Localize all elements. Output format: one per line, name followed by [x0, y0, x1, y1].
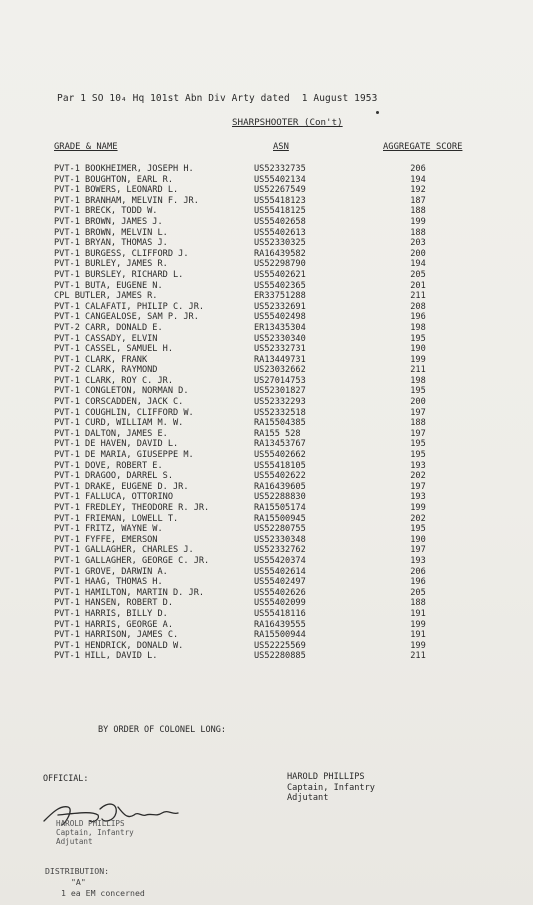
roster-name: PVT-1 COUGHLIN, CLIFFORD W.: [54, 407, 194, 418]
roster-asn: US52288830: [254, 492, 306, 503]
signatory-title: Adjutant: [287, 793, 329, 803]
roster-name: PVT-1 BURSLEY, RICHARD L.: [54, 269, 184, 280]
roster-row: [0, 217, 533, 228]
roster-asn: RA15504385: [254, 418, 306, 429]
roster-name: PVT-1 CANGEALOSE, SAM P. JR.: [54, 312, 199, 323]
roster-asn: RA16439582: [254, 248, 306, 259]
roster-name: PVT-2 CLARK, RAYMOND: [54, 365, 158, 376]
roster-name: PVT-1 HENDRICK, DONALD W.: [54, 640, 184, 651]
roster-row: [0, 620, 533, 631]
roster-asn: US23032662: [254, 365, 306, 376]
roster-asn: US52332518: [254, 407, 306, 418]
roster-name: PVT-1 GALLAGHER, GEORGE C. JR.: [54, 555, 210, 566]
roster-score: 211: [410, 291, 426, 302]
roster-row: [0, 344, 533, 355]
roster-score: 203: [410, 238, 426, 249]
roster-asn: US55402626: [254, 587, 306, 598]
roster-row: [0, 291, 533, 302]
signatory-name: HAROLD PHILLIPS: [287, 772, 365, 782]
roster-asn: US55418123: [254, 195, 306, 206]
roster-name: PVT-1 BOOKHEIMER, JOSEPH H.: [54, 164, 194, 174]
roster-asn: US55402614: [254, 566, 306, 577]
roster-row: [0, 386, 533, 397]
roster-asn: RA13449731: [254, 354, 306, 365]
roster-score: 194: [410, 259, 426, 270]
roster-row: [0, 503, 533, 514]
roster-name: PVT-1 DE MARIA, GIUSEPPE M.: [54, 450, 194, 461]
roster-row: [0, 556, 533, 567]
roster-asn: US55402498: [254, 312, 306, 323]
roster-score: 201: [410, 280, 426, 291]
roster-name: PVT-1 CASSEL, SAMUEL H.: [54, 344, 173, 355]
roster-row: [0, 492, 533, 503]
roster-row: [0, 482, 533, 493]
roster-row: [0, 259, 533, 270]
roster-row: [0, 249, 533, 260]
roster-row: [0, 408, 533, 419]
roster-row: [0, 175, 533, 186]
roster-name: PVT-1 DRAKE, EUGENE D. JR.: [54, 481, 189, 492]
roster-asn: US52330340: [254, 333, 306, 344]
roster-score: 187: [410, 195, 426, 206]
signatory-block: [287, 772, 375, 804]
roster-name: PVT-1 HAMILTON, MARTIN D. JR.: [54, 587, 205, 598]
roster-name: PVT-1 FALLUCA, OTTORINO: [54, 492, 173, 503]
roster-score: 196: [410, 312, 426, 323]
roster-row: [0, 588, 533, 599]
roster-score: 191: [410, 608, 426, 619]
roster-asn: US52301827: [254, 386, 306, 397]
roster-score: 195: [410, 333, 426, 344]
roster-row: [0, 471, 533, 482]
roster-name: PVT-1 GROVE, DARWIN A.: [54, 566, 168, 577]
roster-name: PVT-1 HARRIS, BILLY D.: [54, 608, 168, 619]
roster-asn: RA15505174: [254, 503, 306, 513]
roster-asn: US52330325: [254, 238, 306, 249]
roster-score: 199: [410, 619, 426, 630]
roster-name: PVT-1 DE HAVEN, DAVID L.: [54, 439, 179, 450]
roster-name: CPL BUTLER, JAMES R.: [54, 291, 158, 302]
ink-mark: [376, 111, 379, 114]
roster-name: PVT-1 HAAG, THOMAS H.: [54, 577, 163, 588]
roster-name: PVT-1 CLARK, ROY C. JR.: [54, 375, 173, 386]
signatory-rank: Captain, Infantry: [287, 782, 375, 793]
roster-name: PVT-1 BROWN, MELVIN L.: [54, 227, 168, 238]
roster-row: [0, 450, 533, 461]
roster-asn: US27014753: [254, 375, 306, 386]
roster-asn: US52298790: [254, 259, 306, 270]
roster-asn: US55418116: [254, 608, 306, 619]
roster-asn: US55402613: [254, 227, 306, 238]
roster-asn: US55402662: [254, 450, 306, 461]
roster-asn: US55420374: [254, 555, 306, 566]
column-header-score: AGGREGATE SCORE: [383, 142, 463, 152]
roster-name: PVT-1 HARRISON, JAMES C.: [54, 630, 179, 641]
roster-score: 211: [410, 651, 426, 662]
roster-score: 211: [410, 365, 426, 376]
signature-name: HAROLD PHILLIPS: [56, 819, 125, 828]
roster-name: PVT-1 BRANHAM, MELVIN F. JR.: [54, 195, 199, 206]
roster-score: 194: [410, 174, 426, 185]
roster-asn: RA15500944: [254, 630, 306, 641]
roster-name: PVT-1 BURGESS, CLIFFORD J.: [54, 248, 189, 259]
roster-score: 192: [410, 185, 426, 196]
roster-score: 190: [410, 534, 426, 545]
roster-score: 206: [410, 164, 426, 174]
roster-row: [0, 365, 533, 376]
roster-score: 195: [410, 524, 426, 535]
roster-name: PVT-1 BRECK, TODD W.: [54, 206, 158, 217]
roster-score: 188: [410, 598, 426, 609]
roster-row: [0, 312, 533, 323]
roster-asn: US52267549: [254, 185, 306, 196]
roster-row: [0, 514, 533, 525]
roster-name: PVT-1 FRIEMAN, LOWELL T.: [54, 513, 179, 524]
roster-score: 199: [410, 216, 426, 227]
roster-asn: US55402622: [254, 471, 306, 482]
column-header-grade-name: GRADE & NAME: [54, 142, 118, 152]
roster-name: PVT-1 CALAFATI, PHILIP C. JR.: [54, 301, 205, 312]
roster-score: 195: [410, 450, 426, 461]
column-header-asn: ASN: [273, 142, 289, 152]
roster-row: [0, 429, 533, 440]
roster-name: PVT-1 DRAGOO, DARREL S.: [54, 471, 173, 482]
roster-asn: US52332762: [254, 545, 306, 556]
roster-name: PVT-1 HARRIS, GEORGE A.: [54, 619, 173, 630]
roster-score: 206: [410, 566, 426, 577]
roster-name: PVT-1 CONGLETON, NORMAN D.: [54, 386, 189, 397]
roster-row: [0, 567, 533, 578]
roster-asn: US55402621: [254, 269, 306, 280]
distribution-line-2: 1 ea EM concerned: [61, 888, 145, 898]
roster-asn: RA13453767: [254, 439, 306, 450]
roster-name: PVT-1 HANSEN, ROBERT D.: [54, 598, 173, 609]
roster-asn: US55402658: [254, 216, 306, 227]
roster-asn: RA16439605: [254, 481, 306, 492]
section-title: SHARPSHOOTER (Con't): [232, 117, 343, 128]
roster-asn: US52280755: [254, 524, 306, 535]
roster-score: 193: [410, 555, 426, 566]
roster-score: 202: [410, 471, 426, 482]
roster-asn: US52332293: [254, 397, 306, 408]
distribution-line-1: "A": [71, 877, 86, 887]
roster-row: [0, 545, 533, 556]
roster-name: PVT-1 HILL, DAVID L.: [54, 651, 158, 662]
roster-name: PVT-1 DOVE, ROBERT E.: [54, 460, 163, 471]
roster-row: [0, 238, 533, 249]
roster-row: [0, 228, 533, 239]
roster-row: [0, 323, 533, 334]
roster-row: [0, 164, 533, 175]
roster-row: [0, 270, 533, 281]
roster-name: PVT-1 BURLEY, JAMES R.: [54, 259, 168, 270]
signature-title: Adjutant: [56, 837, 93, 846]
roster-asn: US52332731: [254, 344, 306, 355]
roster-score: 200: [410, 248, 426, 259]
roster-name: PVT-1 FRITZ, WAYNE W.: [54, 524, 163, 535]
roster-score: 190: [410, 344, 426, 355]
roster-row: [0, 206, 533, 217]
roster-score: 188: [410, 418, 426, 429]
roster-row: [0, 609, 533, 620]
roster-row: [0, 461, 533, 472]
roster-name: PVT-1 CORSCADDEN, JACK C.: [54, 397, 184, 408]
roster-name: PVT-1 FREDLEY, THEODORE R. JR.: [54, 503, 210, 513]
roster-score: 205: [410, 269, 426, 280]
closing-authority: BY ORDER OF COLONEL LONG:: [98, 725, 226, 735]
roster-row: [0, 334, 533, 345]
roster-row: [0, 376, 533, 387]
roster-asn: RA16439555: [254, 619, 306, 630]
roster-row: [0, 185, 533, 196]
roster-asn: US55402365: [254, 280, 306, 291]
roster-score: 202: [410, 513, 426, 524]
order-date: 1 August 1953: [301, 93, 378, 104]
roster-name: PVT-1 DALTON, JAMES E.: [54, 428, 168, 439]
roster-row: [0, 535, 533, 546]
official-label: OFFICIAL:: [43, 773, 89, 783]
roster-row: [0, 641, 533, 652]
roster-asn: US55402497: [254, 577, 306, 588]
roster-asn: US55418125: [254, 206, 306, 217]
roster-asn: US52332735: [254, 164, 306, 174]
roster-score: 191: [410, 630, 426, 641]
order-header: [57, 93, 377, 104]
signature-rank: Captain, Infantry: [56, 828, 134, 837]
roster-score: 193: [410, 492, 426, 503]
roster-name: PVT-1 BOWERS, LEONARD L.: [54, 185, 179, 196]
roster-name: PVT-1 CURD, WILLIAM M. W.: [54, 418, 184, 429]
roster-name: PVT-1 FYFFE, EMERSON: [54, 534, 158, 545]
roster-asn: US55402099: [254, 598, 306, 609]
roster-asn: US55402134: [254, 174, 306, 185]
roster-name: PVT-1 BROWN, JAMES J.: [54, 216, 163, 227]
roster-asn: ER33751288: [254, 291, 306, 302]
roster-score: 195: [410, 439, 426, 450]
roster-score: 188: [410, 227, 426, 238]
roster-asn: ER13435304: [254, 322, 306, 333]
roster-score: 195: [410, 386, 426, 397]
roster-score: 200: [410, 397, 426, 408]
roster-asn: US52332691: [254, 301, 306, 312]
roster-row: [0, 397, 533, 408]
roster-name: PVT-1 GALLAGHER, CHARLES J.: [54, 545, 194, 556]
roster-asn: US55418105: [254, 460, 306, 471]
roster-row: [0, 524, 533, 535]
roster-asn: US52330348: [254, 534, 306, 545]
roster-score: 188: [410, 206, 426, 217]
roster-row: [0, 302, 533, 313]
order-reference: Par 1 SO 10₄ Hq 101st Abn Div Arty dated: [57, 93, 290, 104]
roster-row: [0, 418, 533, 429]
roster-score: 199: [410, 354, 426, 365]
roster-name: PVT-1 CLARK, FRANK: [54, 354, 148, 365]
roster-name: PVT-2 CARR, DONALD E.: [54, 322, 163, 333]
roster-asn: US52280885: [254, 651, 306, 662]
roster-score: 198: [410, 322, 426, 333]
roster-score: 199: [410, 640, 426, 651]
roster-asn: RA155 528: [254, 428, 301, 439]
roster-score: 197: [410, 407, 426, 418]
roster-row: [0, 439, 533, 450]
roster-score: 196: [410, 577, 426, 588]
roster-row: [0, 281, 533, 292]
roster-row: [0, 651, 533, 662]
roster-score: 208: [410, 301, 426, 312]
roster-row: [0, 577, 533, 588]
roster-row: [0, 630, 533, 641]
roster-score: 197: [410, 481, 426, 492]
roster-row: [0, 355, 533, 366]
roster-score: 197: [410, 428, 426, 439]
roster-score: 193: [410, 460, 426, 471]
distribution-block: [45, 866, 145, 899]
roster-name: PVT-1 BRYAN, THOMAS J.: [54, 238, 168, 249]
roster-name: PVT-1 CASSADY, ELVIN: [54, 333, 158, 344]
roster-row: [0, 196, 533, 207]
roster-asn: US52225569: [254, 640, 306, 651]
roster-score: 197: [410, 545, 426, 556]
roster-list: [0, 164, 533, 662]
roster-score: 205: [410, 587, 426, 598]
roster-row: [0, 598, 533, 609]
roster-name: PVT-1 BUTA, EUGENE N.: [54, 280, 163, 291]
roster-asn: RA15500945: [254, 513, 306, 524]
signature-typed-block: [56, 819, 134, 846]
roster-score: 199: [410, 503, 426, 513]
roster-name: PVT-1 BOUGHTON, EARL R.: [54, 174, 173, 185]
distribution-label: DISTRIBUTION:: [45, 866, 110, 876]
roster-score: 198: [410, 375, 426, 386]
